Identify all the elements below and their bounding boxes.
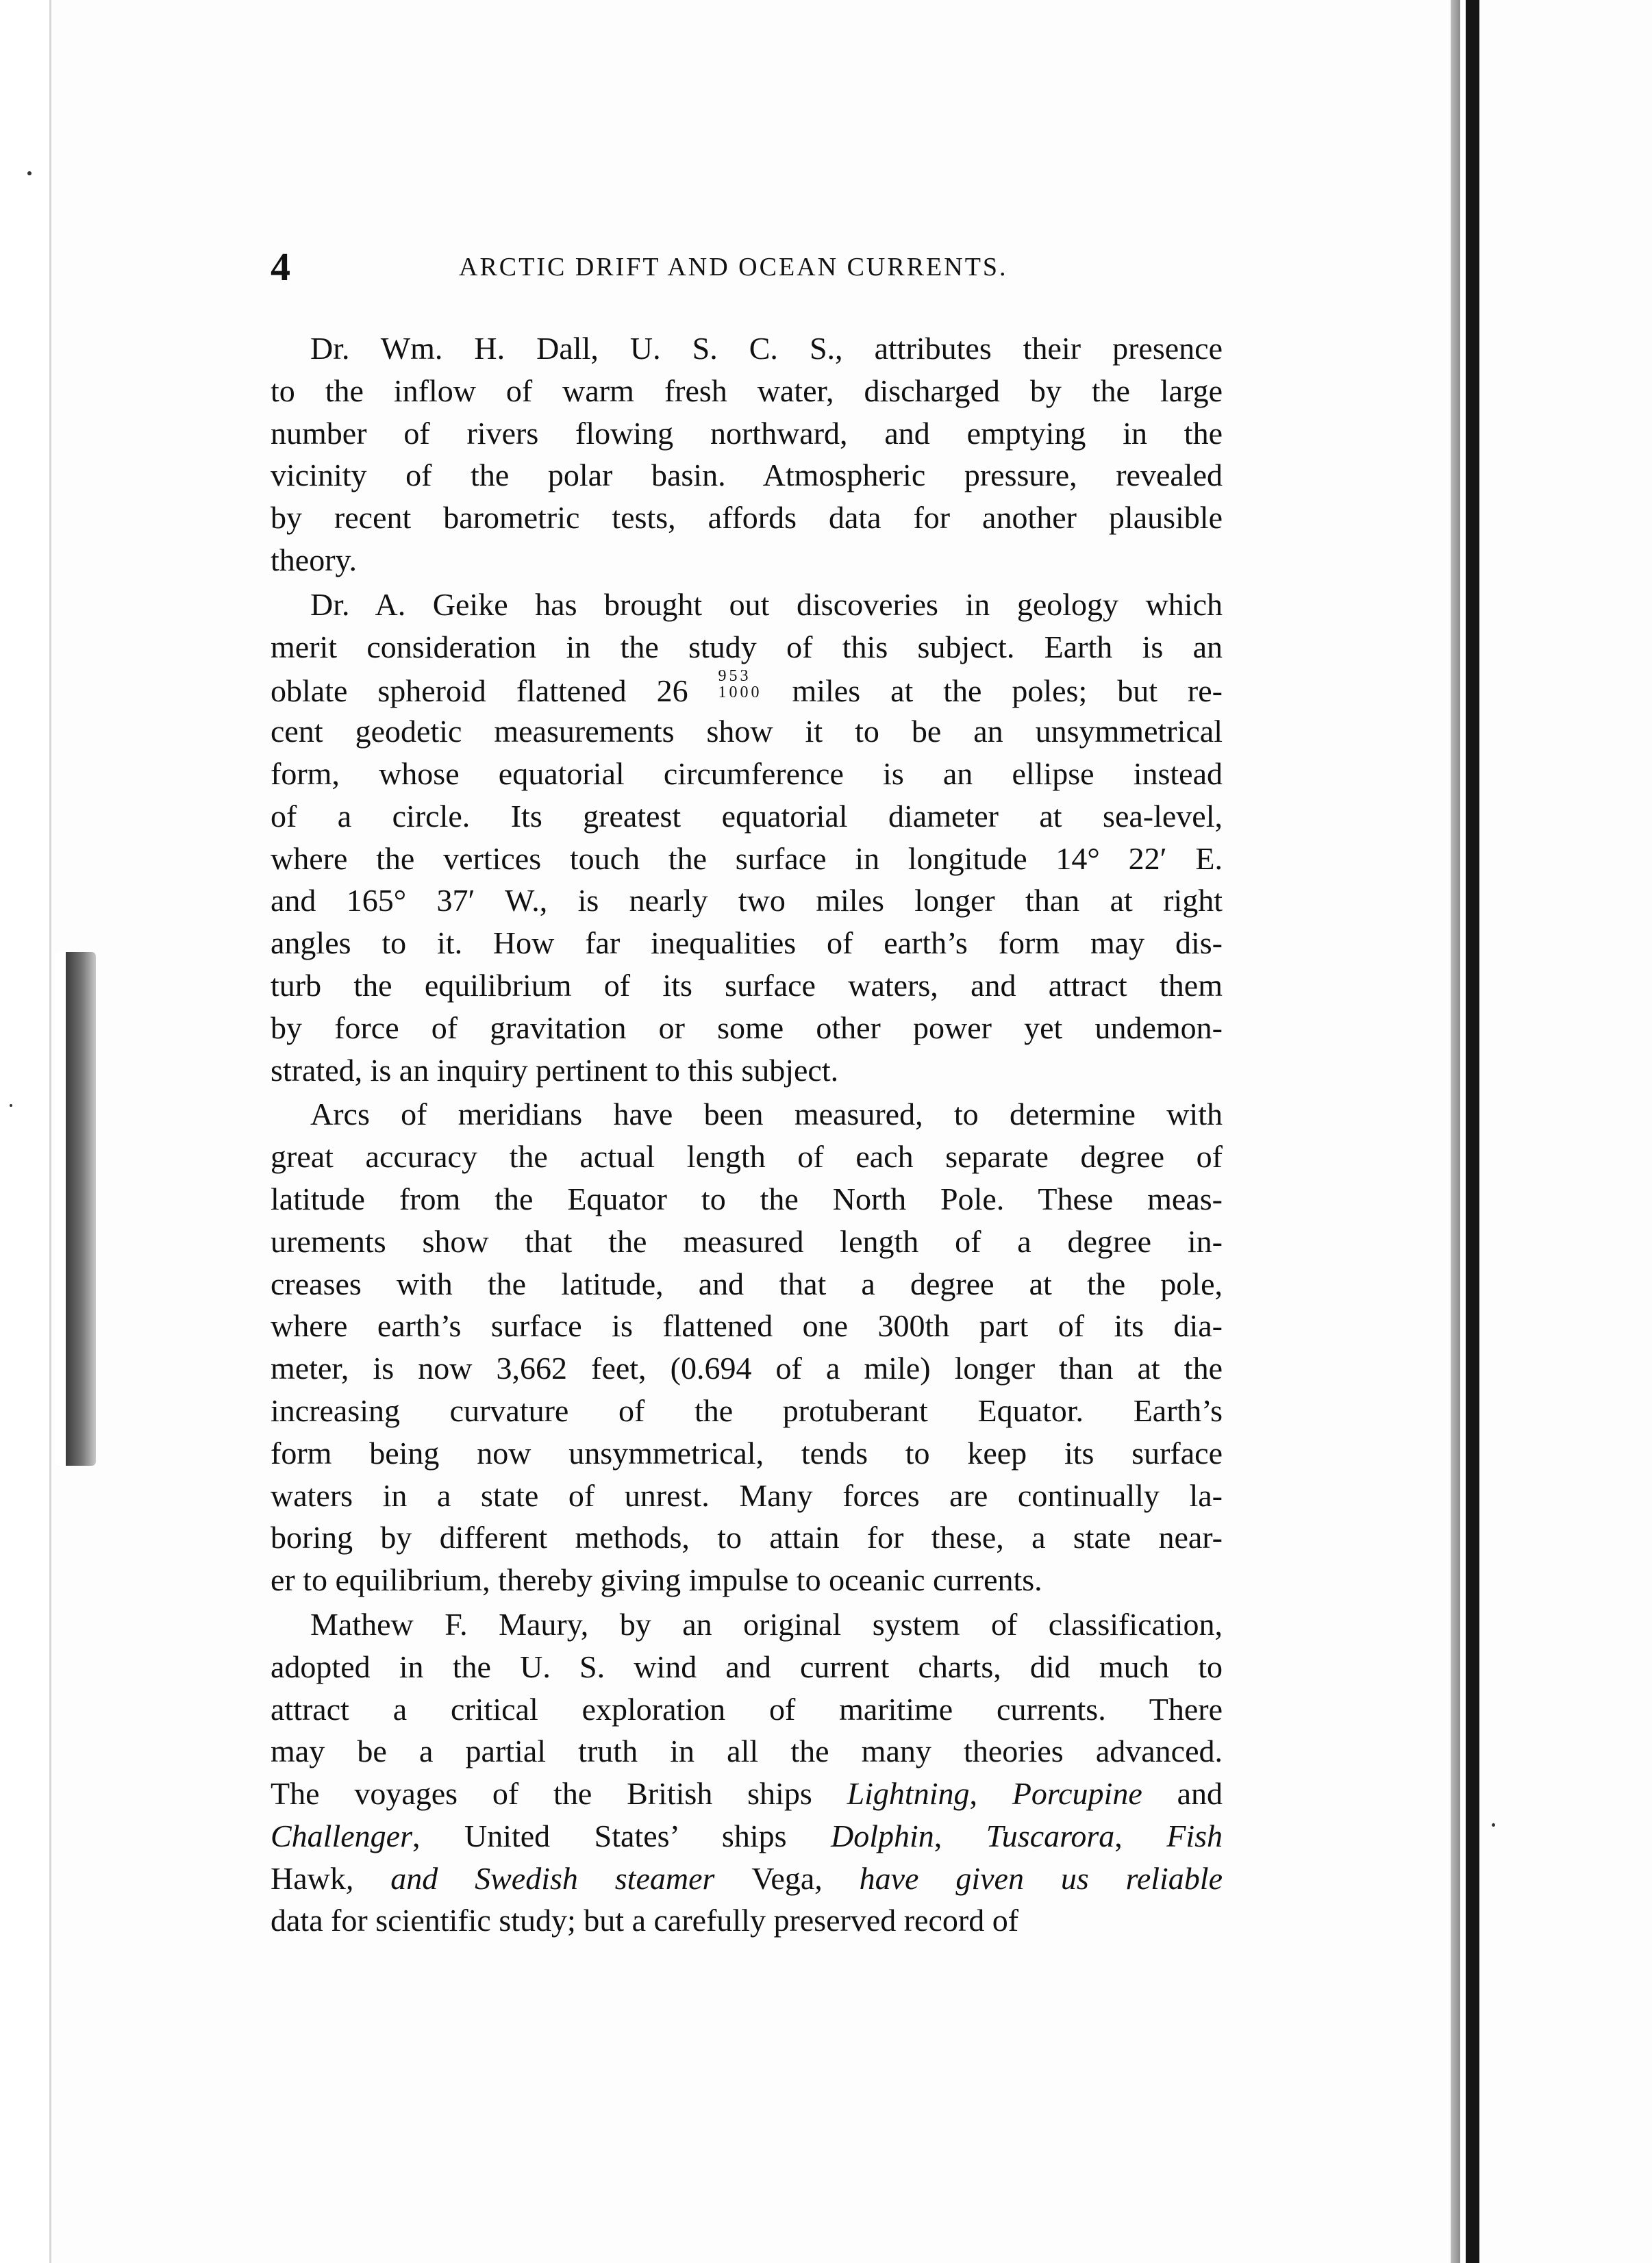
text-line: may be a partial truth in all the many theories advanced. <box>271 1734 1223 1769</box>
text-line: urements show that the measured length of a degree in- <box>271 1223 1223 1259</box>
page-number: 4 <box>271 245 290 289</box>
text-line: turb the equilibrium of its surface waters, and attract them <box>271 967 1223 1003</box>
text-line: Mathew F. Maury, by an original system of classification, <box>310 1606 1223 1642</box>
text-line: form being now unsymmetrical, tends to keep its surface <box>271 1435 1223 1471</box>
text-line: The voyages of the British ships Lightning, Porcupine and <box>271 1776 1223 1812</box>
text-line: data for scientific study; but a carefully preserved record of <box>271 1903 1019 1938</box>
binding-shadow <box>55 952 96 1466</box>
text-line: of a circle. Its greatest equatorial diameter at sea-level, <box>271 798 1223 834</box>
running-head-title: ARCTIC DRIFT AND OCEAN CURRENTS. <box>459 253 1008 282</box>
text-line: theory. <box>271 542 358 577</box>
text-line: number of rivers flowing northward, and emptying in the <box>271 415 1223 451</box>
text-line: vicinity of the polar basin. Atmospheric pressure, revealed <box>271 458 1223 493</box>
text-line: waters in a state of unrest. Many forces are continually la- <box>271 1477 1223 1513</box>
italic-ship-name: Challenger <box>271 1818 412 1853</box>
paragraph <box>271 327 1223 582</box>
text-line: Arcs of meridians have been measured, to determine with <box>310 1097 1223 1132</box>
running-head <box>271 240 1223 295</box>
text-line: Dr. Wm. H. Dall, U. S. C. S., attributes their presence <box>310 331 1223 366</box>
facing-page-edge <box>1466 0 1479 2263</box>
text-line: meter, is now 3,662 feet, (0.694 of a mile) longer than at the <box>271 1351 1223 1386</box>
fraction <box>718 668 762 701</box>
text-line: Hawk, and Swedish steamer Vega, have given us reliable <box>271 1860 1223 1896</box>
fraction-numerator: 953 <box>718 668 751 686</box>
text-line: Dr. A. Geike has brought out discoveries in geology which <box>310 586 1223 622</box>
italic-ship-name: , and Swedish steamer <box>345 1860 752 1896</box>
text-line: angles to it. How far inequalities of earth’s form may dis- <box>271 925 1223 961</box>
page-gap <box>1460 0 1466 2263</box>
text-line: and 165° 37′ W., is nearly two miles longer than at right <box>271 883 1223 918</box>
text-line: by force of gravitation or some other power yet undemon- <box>271 1010 1223 1045</box>
text-line: attract a critical exploration of maritime currents. There <box>271 1691 1223 1727</box>
paragraph <box>271 1603 1223 1942</box>
paragraph <box>271 584 1223 1092</box>
text-line: cent geodetic measurements show it to be an unsymmetrical <box>271 714 1223 749</box>
text-line: to the inflow of warm fresh water, discharged by the large <box>271 373 1223 408</box>
text-line: form, whose equatorial circumference is an ellipse instead <box>271 755 1223 791</box>
facing-page <box>1479 0 1652 2263</box>
text-line: great accuracy the actual length of each separate degree of <box>271 1139 1223 1175</box>
text-line: merit consideration in the study of this subject. Earth is an <box>271 629 1223 664</box>
text-line: Challenger, United States’ ships Dolphin, Tuscarora, Fish <box>271 1818 1223 1853</box>
italic-ship-name: , have given us reliable <box>814 1860 1223 1896</box>
text-line: er to equilibrium, thereby giving impulse to oceanic currents. <box>271 1562 1042 1598</box>
text-line: where earth’s surface is flattened one 300th part of its dia- <box>271 1308 1223 1344</box>
italic-ship-name: Tuscarora <box>986 1818 1115 1853</box>
italic-ship-name: Porcupine <box>1012 1776 1142 1812</box>
text-line: boring by different methods, to attain for these, a state near- <box>271 1520 1223 1555</box>
text-line: latitude from the Equator to the North Pole. These meas- <box>271 1181 1223 1216</box>
scan-speck <box>27 171 32 175</box>
italic-ship-name: Dolphin <box>831 1818 934 1853</box>
italic-ship-name: Lightning <box>847 1776 970 1812</box>
paragraph <box>271 1093 1223 1601</box>
scan-speck <box>10 1104 12 1107</box>
text-line: oblate spheroid flattened 26 953 1000 miles at the poles; but re- <box>271 668 1223 709</box>
italic-ship-name: Fish <box>1166 1818 1223 1853</box>
body-text <box>271 327 1223 1942</box>
scan-margin <box>0 0 49 2263</box>
scan-speck <box>1492 1823 1495 1827</box>
page-gutter-shadow <box>1451 0 1460 2263</box>
text-line: creases with the latitude, and that a degree at the pole, <box>271 1266 1223 1301</box>
text-line: adopted in the U. S. wind and current charts, did much to <box>271 1649 1223 1684</box>
text-line: increasing curvature of the protuberant Equator. Earth’s <box>271 1392 1223 1428</box>
fraction-denominator: 1000 <box>718 684 762 702</box>
text-line: by recent barometric tests, affords data for another plausible <box>271 500 1223 536</box>
text-line: strated, is an inquiry pertinent to this subject. <box>271 1052 839 1088</box>
text-line: where the vertices touch the surface in longitude 14° 22′ E. <box>271 840 1223 876</box>
